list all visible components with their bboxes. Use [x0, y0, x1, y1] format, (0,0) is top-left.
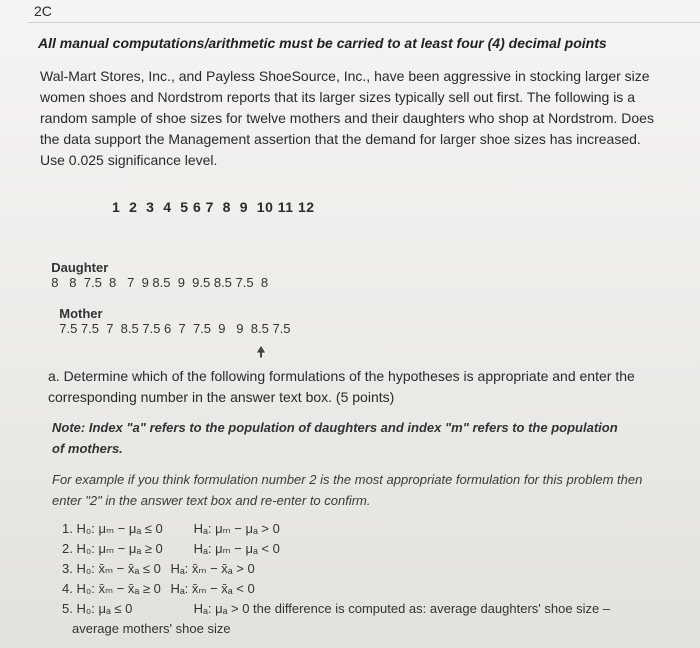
- daughter-values: 8 8 7.5 8 7 9 8.5 9 9.5 8.5 7.5 8: [51, 275, 269, 290]
- option-2: [62, 539, 682, 559]
- hypothesis-options: [62, 519, 682, 639]
- option-5-continuation: average mothers' shoe size: [72, 621, 231, 636]
- divider: [28, 22, 700, 23]
- option-5: [62, 599, 682, 619]
- problem-statement: Wal-Mart Stores, Inc., and Payless ShoeSource, Inc., have been aggressive in stocking larger size women shoes and Nordstrom reports that its larger sizes typically sell out first. The following is a random sample of shoe sizes for twelve mothers and their daughters who shop at Nordstrom. Does the data support the Management assertion that the demand for larger shoe sizes has increased. Use 0.025 significance level.: [40, 68, 654, 168]
- example-text: For example if you think formulation number 2 is the most appropriate formulation for this problem then enter "2" in the answer text box and re-enter to confirm.: [52, 472, 643, 508]
- option-3-alt: Hₐ: x̄ₘ − x̄ₐ > 0: [170, 561, 255, 576]
- mouse-cursor-icon: [254, 344, 268, 360]
- mother-row: [52, 291, 291, 336]
- option-2-null: 2. H₀: μₘ − μₐ ≥ 0: [62, 541, 163, 556]
- option-4-alt: Hₐ: x̄ₘ − x̄ₐ < 0: [170, 581, 255, 596]
- option-4: [62, 579, 682, 599]
- question-number: 2C: [34, 3, 52, 19]
- instruction-text: All manual computations/arithmetic must be carried to at least four (4) decimal points: [38, 35, 607, 51]
- part-a-question: a. Determine which of the following formulations of the hypotheses is appropriate and enter the corresponding number in the answer text box. (5 points): [48, 368, 635, 405]
- mother-values: 7.5 7.5 7 8.5 7.5 6 7 7.5 9 9 8.5 7.5: [59, 321, 291, 336]
- option-1-null: 1. H₀: μₘ − μₐ ≤ 0: [62, 521, 163, 536]
- daughter-label: Daughter: [51, 260, 109, 275]
- option-3: [62, 559, 682, 579]
- table-header-row: 1 2 3 4 5 6 7 8 9 10 11 12: [112, 199, 315, 215]
- option-2-alt: Hₐ: μₘ − μₐ < 0: [193, 541, 280, 556]
- option-3-null: 3. H₀: x̄ₘ − x̄ₐ ≤ 0: [62, 561, 161, 576]
- option-1-alt: Hₐ: μₘ − μₐ > 0: [193, 521, 280, 536]
- option-1: [62, 519, 682, 539]
- mother-label: Mother: [59, 306, 103, 321]
- option-4-null: 4. H₀: x̄ₘ − x̄ₐ ≥ 0: [62, 581, 161, 596]
- option-5-null: 5. H₀: μₐ ≤ 0: [62, 601, 133, 616]
- note-text: Note: Index "a" refers to the population of daughters and index "m" refers to the population of mothers.: [52, 420, 618, 456]
- daughter-row: [44, 245, 268, 290]
- option-5-alt: Hₐ: μₐ > 0 the difference is computed as: average daughters' shoe size –: [193, 601, 611, 616]
